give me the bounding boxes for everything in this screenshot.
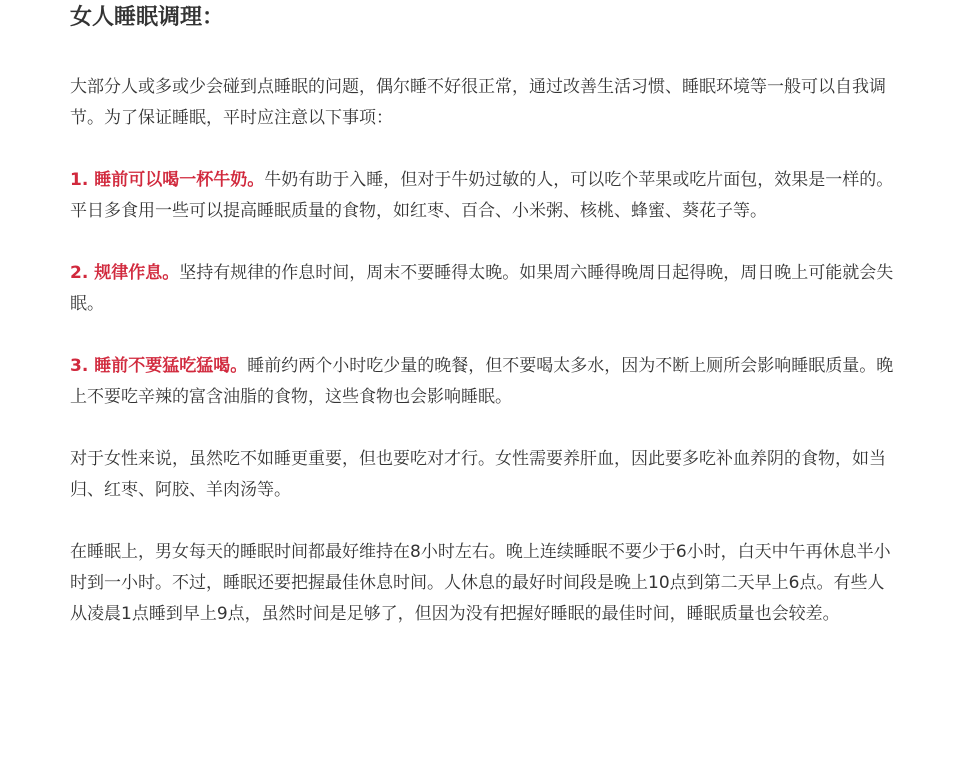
intro-paragraph: 大部分人或多或少会碰到点睡眠的问题，偶尔睡不好很正常，通过改善生活习惯、睡眠环境等一般可以自我调节。为了保证睡眠，平时应注意以下事项： [70, 77, 886, 128]
tip-body-3: 睡前约两个小时吃少量的晚餐，但不要喝太多水，因为不断上厕所会影响睡眠质量。晚上不要吃辛辣的富含油脂的食物，这些食物也会影响睡眠。 [70, 356, 894, 407]
article-title: 女人睡眠调理： [70, 5, 225, 30]
tip-paragraph-1 [70, 165, 900, 227]
women-note-paragraph: 对于女性来说，虽然吃不如睡更重要，但也要吃对才行。女性需要养肝血，因此要多吃补血养阴的食物，如当归、红枣、阿胶、羊肉汤等。 [70, 449, 886, 500]
tip-paragraph-3 [70, 351, 900, 413]
article [70, 0, 900, 630]
tip-paragraph-2 [70, 258, 900, 320]
tip-body-2: 坚持有规律的作息时间，周末不要睡得太晚。如果周六睡得晚周日起得晚，周日晚上可能就会失眠。 [70, 263, 894, 314]
tip-heading-2: 2. 规律作息。 [70, 263, 180, 283]
sleep-time-paragraph: 在睡眠上，男女每天的睡眠时间都最好维持在8小时左右。晚上连续睡眠不要少于6小时，白天中午再休息半小时到一小时。不过，睡眠还要把握最佳休息时间。人休息的最好时间段是晚上10点到第二天早上6点。有些人从凌晨1点睡到早上9点，虽然时间是足够了，但因为没有把握好睡眠的最佳时间，睡眠质量也会较差。 [70, 542, 891, 624]
tip-heading-3: 3. 睡前不要猛吃猛喝。 [70, 356, 248, 376]
tip-heading-1: 1. 睡前可以喝一杯牛奶。 [70, 170, 265, 190]
tip-body-1: 牛奶有助于入睡，但对于牛奶过敏的人，可以吃个苹果或吃片面包，效果是一样的。平日多食用一些可以提高睡眠质量的食物，如红枣、百合、小米粥、核桃、蜂蜜、葵花子等。 [70, 170, 894, 221]
